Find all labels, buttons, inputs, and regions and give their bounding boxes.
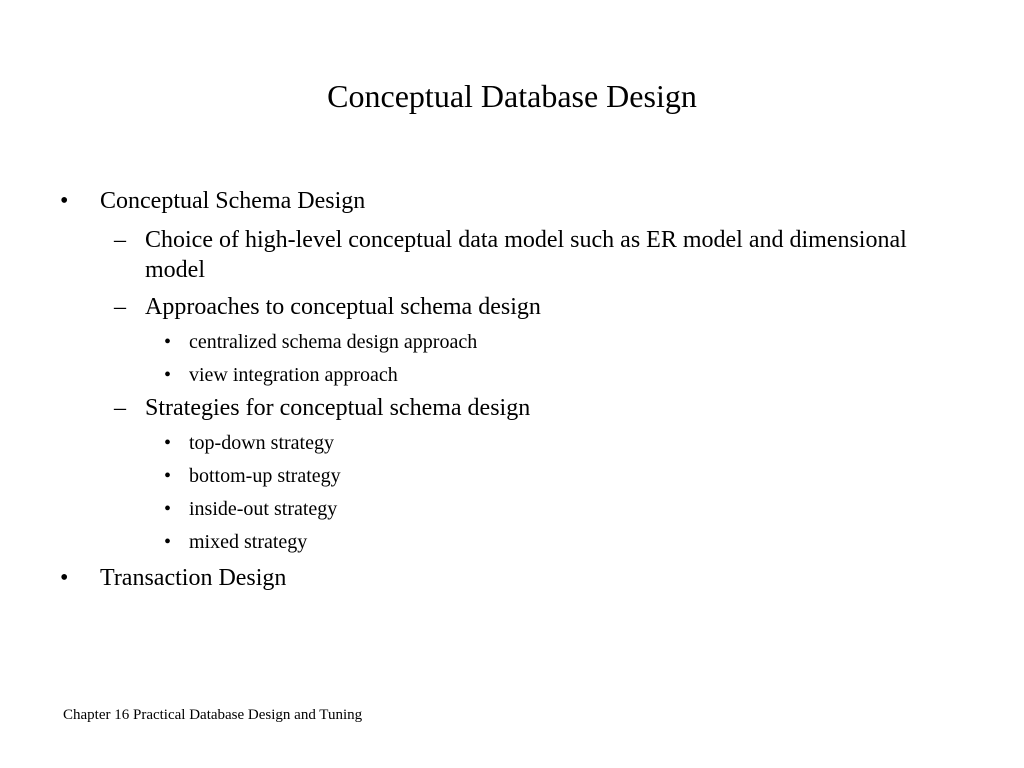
dash-marker: – xyxy=(114,395,126,421)
list-item xyxy=(0,497,1024,522)
subbullet-choice-of-model xyxy=(0,225,1024,285)
bullet-marker: • xyxy=(164,364,172,386)
bullet-marker: • xyxy=(164,432,172,454)
list-item-text: bottom-up strategy xyxy=(189,465,341,487)
list-item-text: centralized schema design approach xyxy=(189,331,478,353)
bullet-text: Transaction Design xyxy=(100,565,287,591)
bullet-marker: • xyxy=(60,188,69,214)
list-item-text: view integration approach xyxy=(189,364,398,386)
bullet-text: Conceptual Schema Design xyxy=(100,188,366,214)
bullet-marker: • xyxy=(164,331,172,353)
slide-footer: Chapter 16 Practical Database Design and Tuning xyxy=(63,707,363,723)
bullet-marker: • xyxy=(164,465,172,487)
slide-title: Conceptual Database Design xyxy=(327,78,697,114)
list-item xyxy=(0,431,1024,456)
dash-marker: – xyxy=(114,227,126,253)
dash-marker: – xyxy=(114,294,126,320)
bullet-marker: • xyxy=(164,498,172,520)
subbullet-text: Approaches to conceptual schema design xyxy=(145,294,541,320)
subbullet-text: Choice of high-level conceptual data model such as ER model and dimensional model xyxy=(145,227,907,283)
subbullet-approaches xyxy=(0,292,1024,322)
list-item xyxy=(0,363,1024,388)
list-item-text: top-down strategy xyxy=(189,432,334,454)
list-item-text: inside-out strategy xyxy=(189,498,338,520)
bullet-marker: • xyxy=(60,565,69,591)
slide-body xyxy=(0,186,1024,593)
list-item xyxy=(0,464,1024,489)
bullet-marker: • xyxy=(164,531,172,553)
list-item xyxy=(0,330,1024,355)
subbullet-text: Strategies for conceptual schema design xyxy=(145,395,531,421)
bullet-transaction-design xyxy=(0,563,1024,593)
list-item xyxy=(0,530,1024,555)
list-item-text: mixed strategy xyxy=(189,531,308,553)
bullet-conceptual-schema-design xyxy=(0,186,1024,216)
subbullet-strategies xyxy=(0,393,1024,423)
